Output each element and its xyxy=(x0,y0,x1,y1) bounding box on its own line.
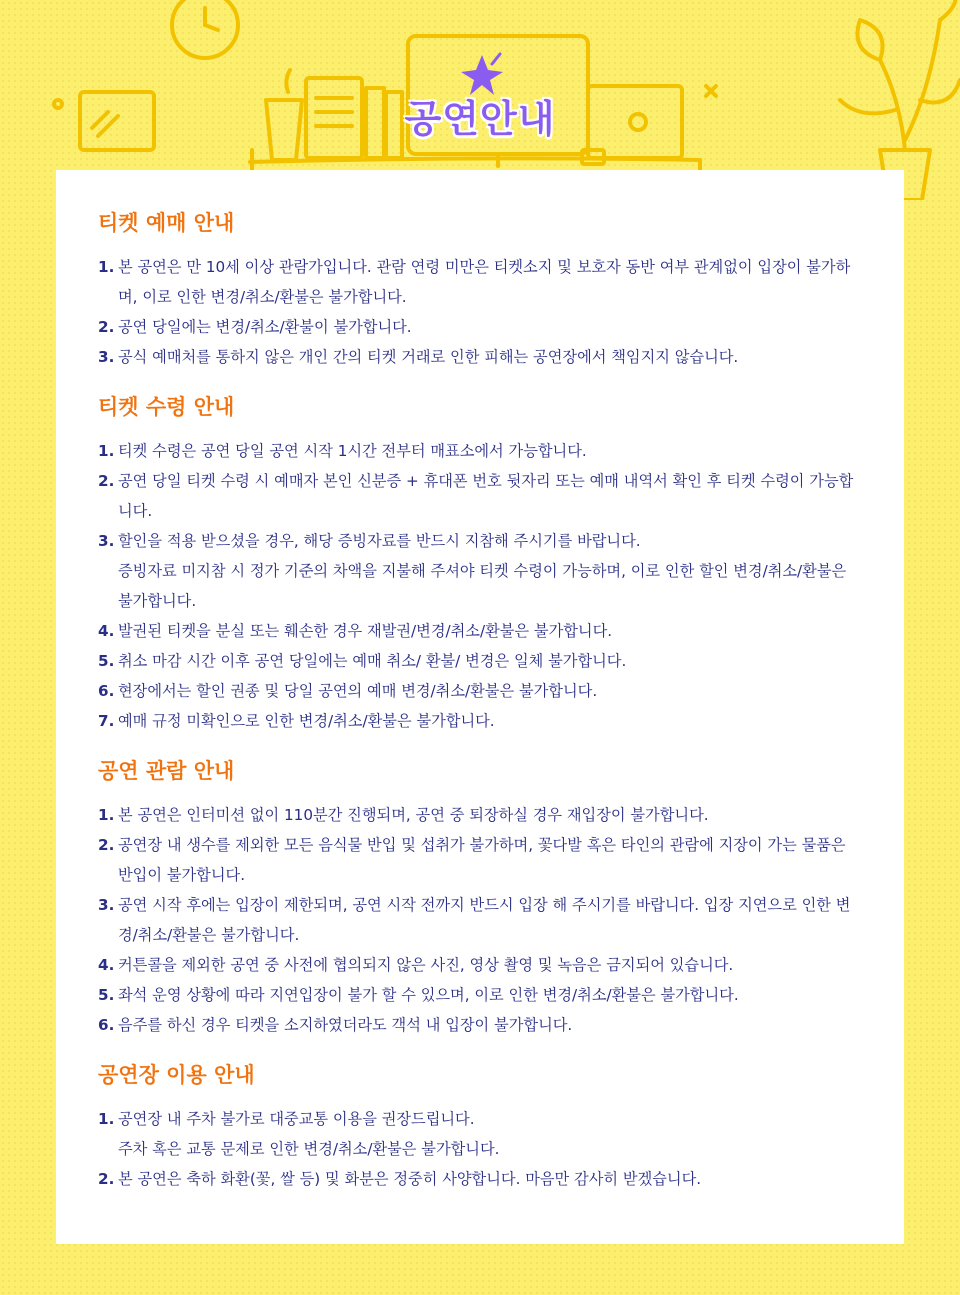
list-item xyxy=(98,1104,862,1164)
item-number: 6. xyxy=(98,682,115,700)
item-number: 2. xyxy=(98,472,115,490)
list-item xyxy=(98,526,862,616)
item-number: 1. xyxy=(98,258,115,276)
section-performance-viewing xyxy=(98,756,862,1040)
item-number: 4. xyxy=(98,956,115,974)
list-item xyxy=(98,646,862,676)
item-number: 5. xyxy=(98,986,115,1004)
item-text: 예매 규정 미확인으로 인한 변경/취소/환불은 불가합니다. xyxy=(118,712,495,730)
item-text: 발권된 티켓을 분실 또는 훼손한 경우 재발권/변경/취소/환불은 불가합니다. xyxy=(118,622,613,640)
list-item xyxy=(98,436,862,466)
item-text-block xyxy=(118,526,862,616)
item-number: 1. xyxy=(98,1110,115,1128)
item-text: 티켓 수령은 공연 당일 공연 시작 1시간 전부터 매표소에서 가능합니다. xyxy=(118,442,587,460)
item-number: 1. xyxy=(98,806,115,824)
item-number: 3. xyxy=(98,348,115,366)
list-item xyxy=(98,312,862,342)
item-text: 공연장 내 주차 불가로 대중교통 이용을 권장드립니다. xyxy=(118,1110,475,1128)
item-extra-text: 증빙자료 미지참 시 정가 기준의 차액을 지불해 주셔야 티켓 수령이 가능하며, 이로 인한 할인 변경/취소/환불은 불가합니다. xyxy=(118,562,847,610)
item-text: 할인을 적용 받으셨을 경우, 해당 증빙자료를 반드시 지참해 주시기를 바랍니다. xyxy=(118,532,641,550)
section-title: 티켓 예매 안내 xyxy=(98,211,235,235)
item-extra-text: 주차 혹은 교통 문제로 인한 변경/취소/환불은 불가합니다. xyxy=(118,1140,500,1158)
item-text: 커튼콜을 제외한 공연 중 사전에 협의되지 않은 사진, 영상 촬영 및 녹음은 금지되어 있습니다. xyxy=(118,956,734,974)
item-number: 2. xyxy=(98,1170,115,1188)
item-number: 6. xyxy=(98,1016,115,1034)
notice-card xyxy=(56,170,904,1244)
item-number: 3. xyxy=(98,532,115,550)
item-number: 2. xyxy=(98,318,115,336)
item-number: 3. xyxy=(98,896,115,914)
page-title: 공연안내 xyxy=(404,97,556,141)
list-item xyxy=(98,466,862,526)
item-text: 공연장 내 생수를 제외한 모든 음식물 반입 및 섭취가 불가하며, 꽃다발 혹은 타인의 관람에 지장이 가는 물품은 반입이 불가합니다. xyxy=(118,836,846,884)
list-item xyxy=(98,676,862,706)
item-number: 2. xyxy=(98,836,115,854)
list-item xyxy=(98,616,862,646)
item-number: 7. xyxy=(98,712,115,730)
list-item xyxy=(98,1010,862,1040)
list-item xyxy=(98,800,862,830)
item-text: 본 공연은 인터미션 없이 110분간 진행되며, 공연 중 퇴장하실 경우 재입장이 불가합니다. xyxy=(118,806,709,824)
list-item xyxy=(98,890,862,950)
list-item xyxy=(98,980,862,1010)
list-item xyxy=(98,1164,862,1194)
clock-icon xyxy=(172,0,238,58)
section-title: 티켓 수령 안내 xyxy=(98,395,235,419)
item-text-block xyxy=(118,1104,862,1164)
item-text: 좌석 운영 상황에 따라 지연입장이 불가 할 수 있으며, 이로 인한 변경/취소/환불은 불가합니다. xyxy=(118,986,739,1004)
section-title: 공연 관람 안내 xyxy=(98,759,235,783)
section-ticket-pickup xyxy=(98,392,862,736)
item-number: 4. xyxy=(98,622,115,640)
item-text: 공연 시작 후에는 입장이 제한되며, 공연 시작 전까지 반드시 입장 해 주시기를 바랍니다. 입장 지연으로 인한 변경/취소/환불은 불가합니다. xyxy=(118,896,851,944)
item-number: 1. xyxy=(98,442,115,460)
list-item xyxy=(98,950,862,980)
item-text: 본 공연은 축하 화환(꽃, 쌀 등) 및 화분은 정중히 사양합니다. 마음만 감사히 받겠습니다. xyxy=(118,1170,702,1188)
list-item xyxy=(98,252,862,312)
item-text: 공식 예매처를 통하지 않은 개인 간의 티켓 거래로 인한 피해는 공연장에서 책임지지 않습니다. xyxy=(118,348,739,366)
list-item xyxy=(98,706,862,736)
item-text: 음주를 하신 경우 티켓을 소지하였더라도 객석 내 입장이 불가합니다. xyxy=(118,1016,573,1034)
section-title: 공연장 이용 안내 xyxy=(98,1063,255,1087)
section-venue-use xyxy=(98,1060,862,1194)
section-ticket-booking xyxy=(98,208,862,372)
list-item xyxy=(98,830,862,890)
item-text: 취소 마감 시간 이후 공연 당일에는 예매 취소/ 환불/ 변경은 일체 불가합니다. xyxy=(118,652,627,670)
item-text: 공연 당일 티켓 수령 시 예매자 본인 신분증 + 휴대폰 번호 뒷자리 또는 예매 내역서 확인 후 티켓 수령이 가능합니다. xyxy=(118,472,854,520)
item-text: 본 공연은 만 10세 이상 관람가입니다. 관람 연령 미만은 티켓소지 및 보호자 동반 여부 관계없이 입장이 불가하며, 이로 인한 변경/취소/환불은 불가합니다. xyxy=(118,258,851,306)
item-text: 현장에서는 할인 권종 및 당일 공연의 예매 변경/취소/환불은 불가합니다. xyxy=(118,682,598,700)
item-text: 공연 당일에는 변경/취소/환불이 불가합니다. xyxy=(118,318,412,336)
item-number: 5. xyxy=(98,652,115,670)
list-item xyxy=(98,342,862,372)
